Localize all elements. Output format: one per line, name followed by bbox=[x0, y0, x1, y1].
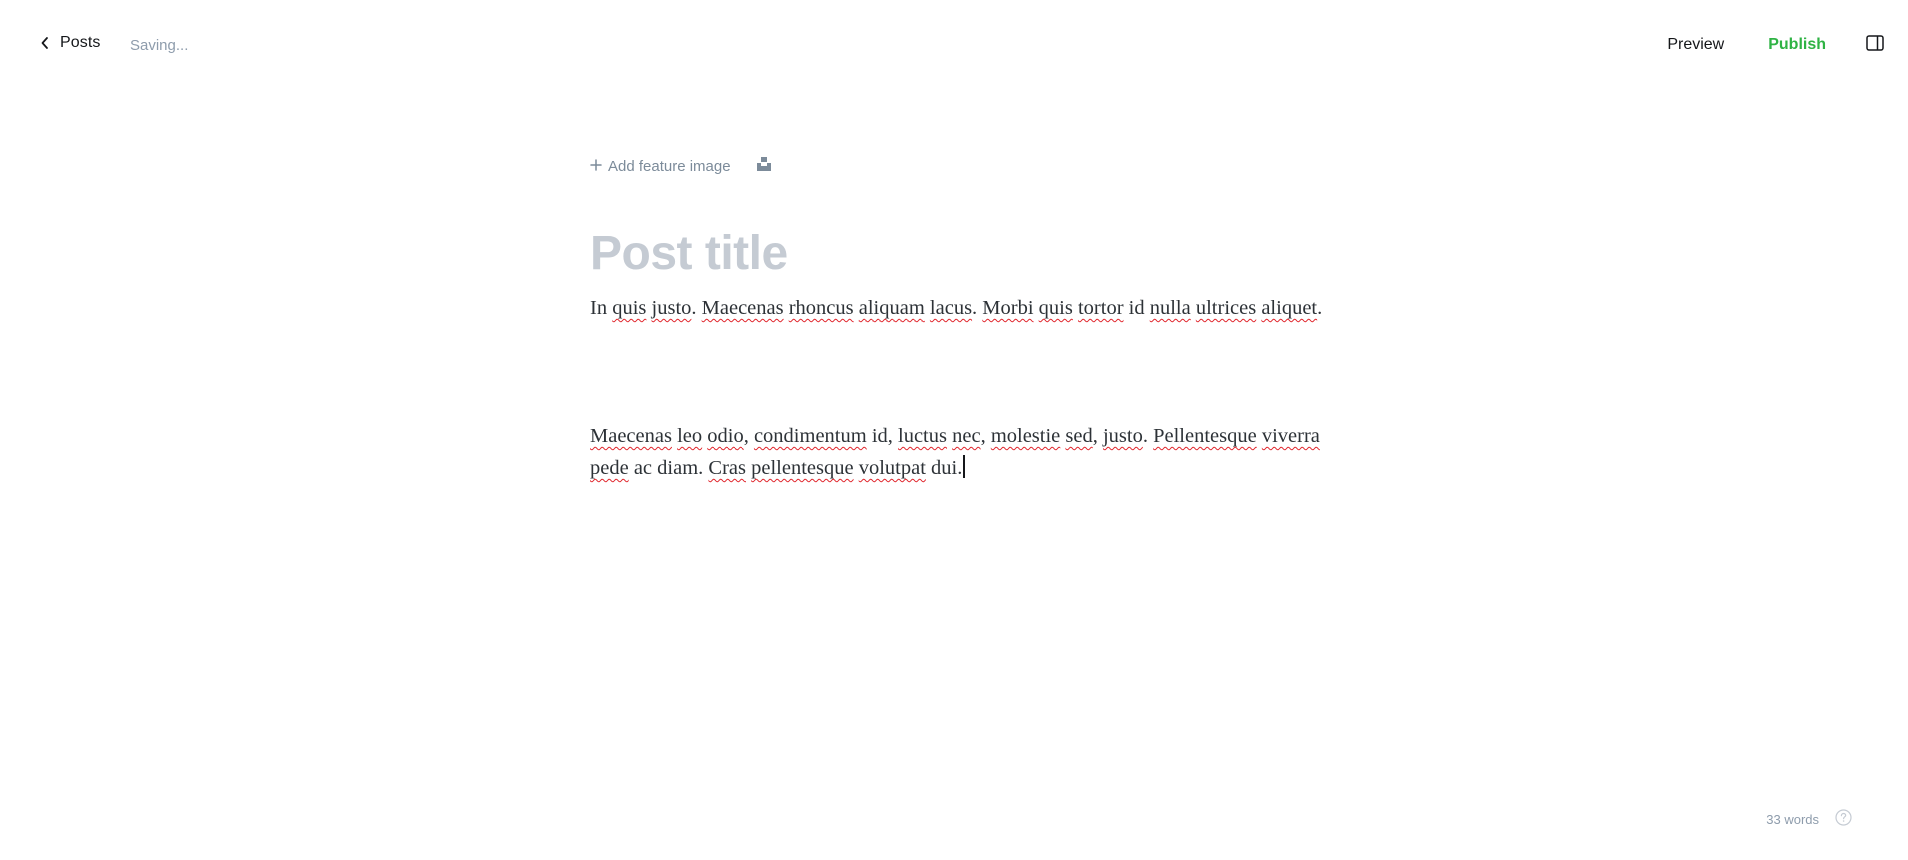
text-run: id bbox=[1123, 297, 1150, 319]
text-run: . bbox=[1142, 425, 1154, 447]
misspelled-word: viverra bbox=[1261, 425, 1320, 447]
misspelled-word: tortor bbox=[1077, 297, 1124, 319]
text-run: dui. bbox=[925, 457, 963, 479]
plus-icon bbox=[590, 158, 602, 175]
misspelled-word: aliquet bbox=[1261, 297, 1318, 319]
unsplash-button[interactable] bbox=[755, 157, 773, 175]
misspelled-word: sed bbox=[1065, 425, 1093, 447]
misspelled-word: Morbi bbox=[982, 297, 1034, 319]
editor-paragraph[interactable] bbox=[590, 420, 1330, 484]
post-title-input[interactable]: Post title bbox=[590, 227, 788, 280]
misspelled-word: pellentesque bbox=[751, 457, 854, 479]
misspelled-word: nulla bbox=[1149, 297, 1191, 319]
back-to-posts-link[interactable] bbox=[40, 34, 101, 52]
add-feature-image-label: Add feature image bbox=[608, 157, 731, 175]
preview-button[interactable]: Preview bbox=[1667, 36, 1725, 53]
add-feature-image-button[interactable] bbox=[590, 158, 731, 175]
misspelled-word: Cras bbox=[708, 457, 746, 479]
sidebar-panel-icon bbox=[1866, 35, 1884, 56]
misspelled-word: condimentum bbox=[753, 425, 867, 447]
misspelled-word: odio bbox=[707, 425, 744, 447]
text-run: , bbox=[743, 425, 754, 447]
publish-button[interactable]: Publish bbox=[1768, 36, 1826, 53]
text-run: ac diam. bbox=[628, 457, 709, 479]
misspelled-word: quis bbox=[1038, 297, 1073, 319]
question-circle-icon bbox=[1835, 809, 1852, 831]
misspelled-word: volutpat bbox=[858, 457, 926, 479]
misspelled-word: nec bbox=[952, 425, 981, 447]
unsplash-icon bbox=[756, 157, 772, 176]
misspelled-word: luctus bbox=[898, 425, 947, 447]
misspelled-word: leo bbox=[677, 425, 703, 447]
feature-image-row bbox=[590, 150, 1330, 182]
misspelled-word: pede bbox=[590, 457, 629, 479]
misspelled-word: Maecenas bbox=[701, 297, 784, 319]
misspelled-word: aliquam bbox=[858, 297, 925, 319]
text-run: , bbox=[980, 425, 991, 447]
misspelled-word: lacus bbox=[929, 297, 973, 319]
header-actions bbox=[1657, 28, 1908, 62]
text-run: . bbox=[972, 297, 983, 319]
misspelled-word: rhoncus bbox=[788, 297, 854, 319]
misspelled-word: ultrices bbox=[1195, 297, 1257, 319]
text-run: In bbox=[590, 297, 613, 319]
back-label: Posts bbox=[60, 34, 101, 51]
misspelled-word: Maecenas bbox=[590, 425, 672, 447]
text-run: . bbox=[691, 297, 702, 319]
word-count: 33 words bbox=[1766, 812, 1819, 827]
misspelled-word: justo bbox=[651, 297, 692, 319]
editor-header bbox=[0, 0, 1908, 94]
save-status: Saving... bbox=[130, 37, 189, 54]
word-count-bar bbox=[1766, 811, 1852, 828]
misspelled-word: quis bbox=[612, 297, 647, 319]
chevron-left-icon bbox=[40, 36, 50, 50]
sidebar-toggle-button[interactable] bbox=[1864, 34, 1886, 56]
post-editor bbox=[590, 150, 1330, 484]
text-cursor bbox=[963, 455, 965, 478]
text-run: , bbox=[1092, 425, 1103, 447]
editor-paragraph[interactable] bbox=[590, 292, 1330, 324]
misspelled-word: molestie bbox=[990, 425, 1061, 447]
text-run: . bbox=[1317, 297, 1323, 319]
help-button[interactable] bbox=[1835, 811, 1852, 828]
misspelled-word: Pellentesque bbox=[1153, 425, 1257, 447]
misspelled-word: justo bbox=[1102, 425, 1143, 447]
text-run: id, bbox=[866, 425, 899, 447]
